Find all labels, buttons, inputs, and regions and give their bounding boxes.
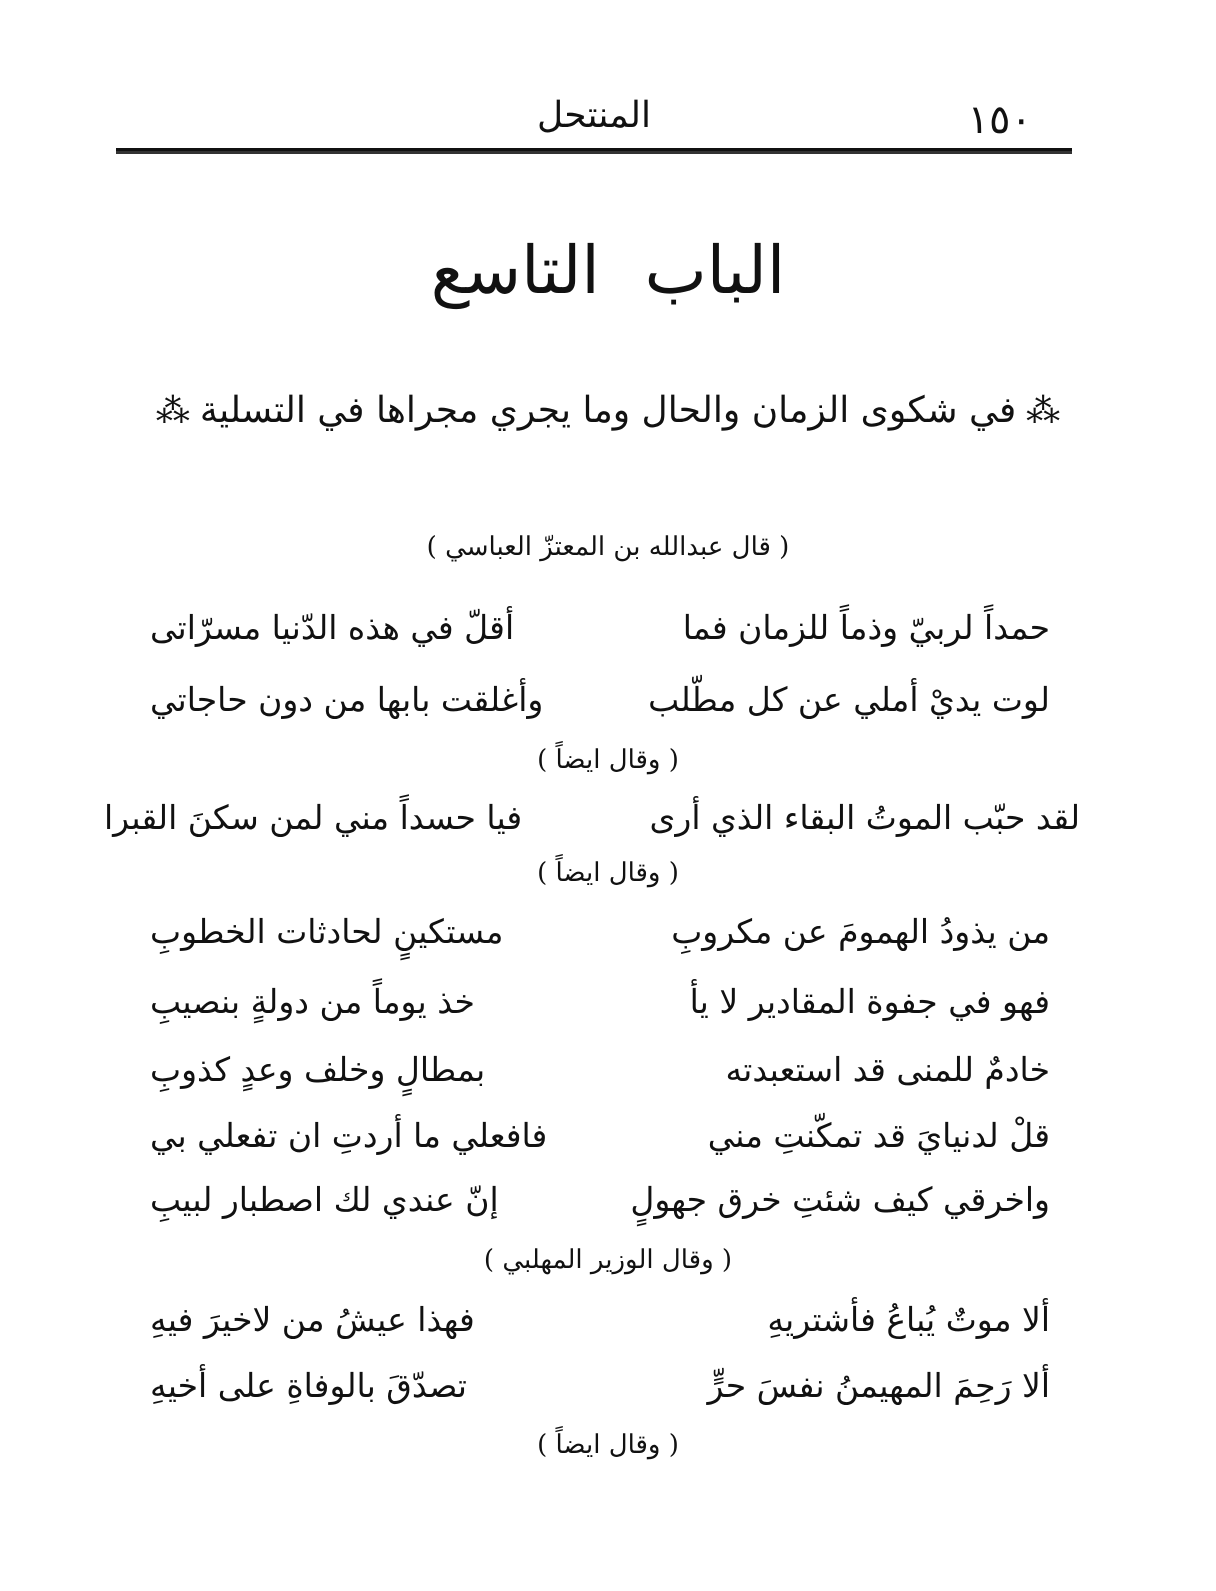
attribution: ( قال عبدالله بن المعتزّ العباسي )	[426, 532, 790, 562]
verse-second-hemistich: وأغلقت بابها من دون حاجاتي	[150, 680, 544, 719]
verse-first-hemistich: لوت يديْ أملي عن كل مطّلب	[648, 680, 1050, 719]
verse-first-hemistich: من يذودُ الهمومَ عن مكروبِ	[671, 912, 1050, 951]
verse-second-hemistich: بمطالٍ وخلف وعدٍ كذوبِ	[150, 1050, 486, 1089]
page-number: ١٥٠	[967, 97, 1032, 143]
verse-first-hemistich: حمداً لربيّ وذماً للزمان فما	[682, 608, 1050, 647]
verse-second-hemistich: خذ يوماً من دولةٍ بنصيبِ	[150, 982, 475, 1021]
chapter-title: الباب التاسع	[430, 232, 786, 309]
verse-second-hemistich: إنّ عندي لك اصطبار لبيبِ	[150, 1180, 499, 1219]
verse-line	[110, 608, 1050, 658]
header-rule	[116, 148, 1072, 151]
verse-second-hemistich: فيا حسداً مني لمن سكنَ القبرا	[104, 798, 523, 837]
verse-first-hemistich: واخرقي كيف شئتِ خرق جهولٍ	[630, 1180, 1050, 1219]
verse-line	[110, 982, 1050, 1032]
attribution: ( وقال ايضاً )	[537, 745, 679, 775]
verse-first-hemistich: فهو في جفوة المقادير لا يأ	[689, 982, 1050, 1021]
verse-first-hemistich: ألا موتٌ يُباعُ فأشتريهِ	[767, 1300, 1050, 1339]
verse-line	[110, 912, 1050, 962]
verse-line	[110, 1116, 1050, 1166]
verse-first-hemistich: قلْ لدنيايَ قد تمكّنتِ مني	[707, 1116, 1050, 1155]
page-header	[116, 95, 1072, 151]
verse-first-hemistich: لقد حبّب الموتُ البقاء الذي أرى	[649, 798, 1080, 837]
attribution: ( وقال ايضاً )	[537, 1430, 679, 1460]
verse-line	[110, 1300, 1050, 1350]
verse-second-hemistich: فافعلي ما أردتِ ان تفعلي بي	[150, 1116, 548, 1155]
verse-line	[110, 680, 1050, 730]
running-title: المنتحل	[536, 95, 651, 136]
verse-second-hemistich: أقلّ في هذه الدّنيا مسرّاتى	[150, 608, 515, 647]
verse-line	[110, 1180, 1050, 1230]
ornament-star-icon: ⁂	[155, 391, 190, 431]
verse-second-hemistich: مستكينٍ لحادثات الخطوبِ	[150, 912, 504, 951]
verse-first-hemistich: خادمٌ للمنى قد استعبدته	[725, 1050, 1050, 1089]
attribution: ( وقال ايضاً )	[537, 858, 679, 888]
verse-second-hemistich: فهذا عيشُ من لاخيرَ فيهِ	[150, 1300, 475, 1339]
verse-line	[110, 1050, 1050, 1100]
chapter-subtitle	[0, 390, 1216, 431]
verse-first-hemistich: ألا رَحِمَ المهيمنُ نفسَ حرٍّ	[707, 1366, 1050, 1405]
ornament-star-icon: ⁂	[1026, 391, 1061, 431]
verse-line	[104, 798, 1080, 848]
verse-line	[110, 1366, 1050, 1416]
verse-second-hemistich: تصدّقَ بالوفاةِ على أخيهِ	[150, 1366, 467, 1405]
attribution: ( وقال الوزير المهلبي )	[483, 1245, 733, 1275]
subtitle-text: في شكوى الزمان والحال وما يجري مجراها في التسلية	[199, 390, 1017, 431]
